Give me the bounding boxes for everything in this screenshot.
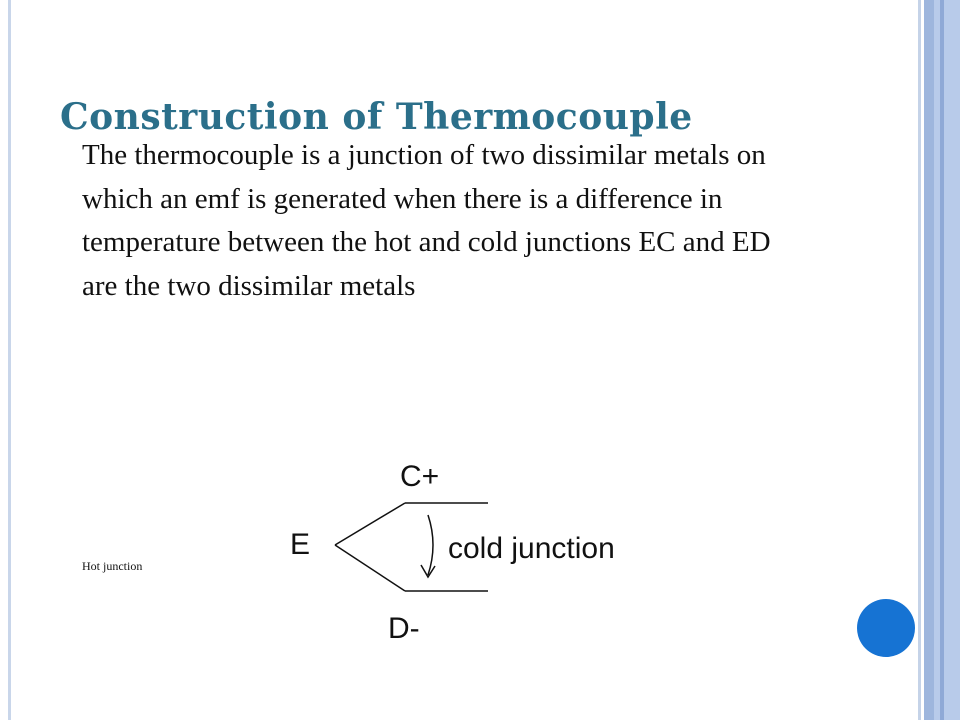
label-d-minus: D- bbox=[388, 612, 420, 645]
right-frame-line bbox=[918, 0, 921, 720]
right-frame-band-stripe bbox=[940, 0, 944, 720]
thermocouple-diagram bbox=[280, 450, 680, 660]
wire-ec bbox=[335, 503, 405, 545]
wire-ed bbox=[335, 545, 405, 591]
current-arrow bbox=[428, 515, 433, 575]
current-arrowhead bbox=[421, 565, 435, 577]
label-c-plus: C+ bbox=[400, 460, 440, 493]
slide-body-text: The thermocouple is a junction of two dissimilar metals on which an emf is generated when there is a difference in temperature between the hot and cold junctions EC and ED are the two dissimilar metals bbox=[82, 139, 771, 302]
hot-junction-label: Hot junction bbox=[82, 559, 143, 573]
slide-title: Construction of Thermocouple bbox=[60, 96, 693, 138]
label-e: E bbox=[290, 528, 311, 561]
accent-circle bbox=[857, 599, 915, 657]
left-frame-line bbox=[8, 0, 11, 720]
right-frame-band bbox=[924, 0, 934, 720]
cold-junction-label: cold junction bbox=[448, 532, 615, 565]
right-frame-band-outer bbox=[934, 0, 960, 720]
